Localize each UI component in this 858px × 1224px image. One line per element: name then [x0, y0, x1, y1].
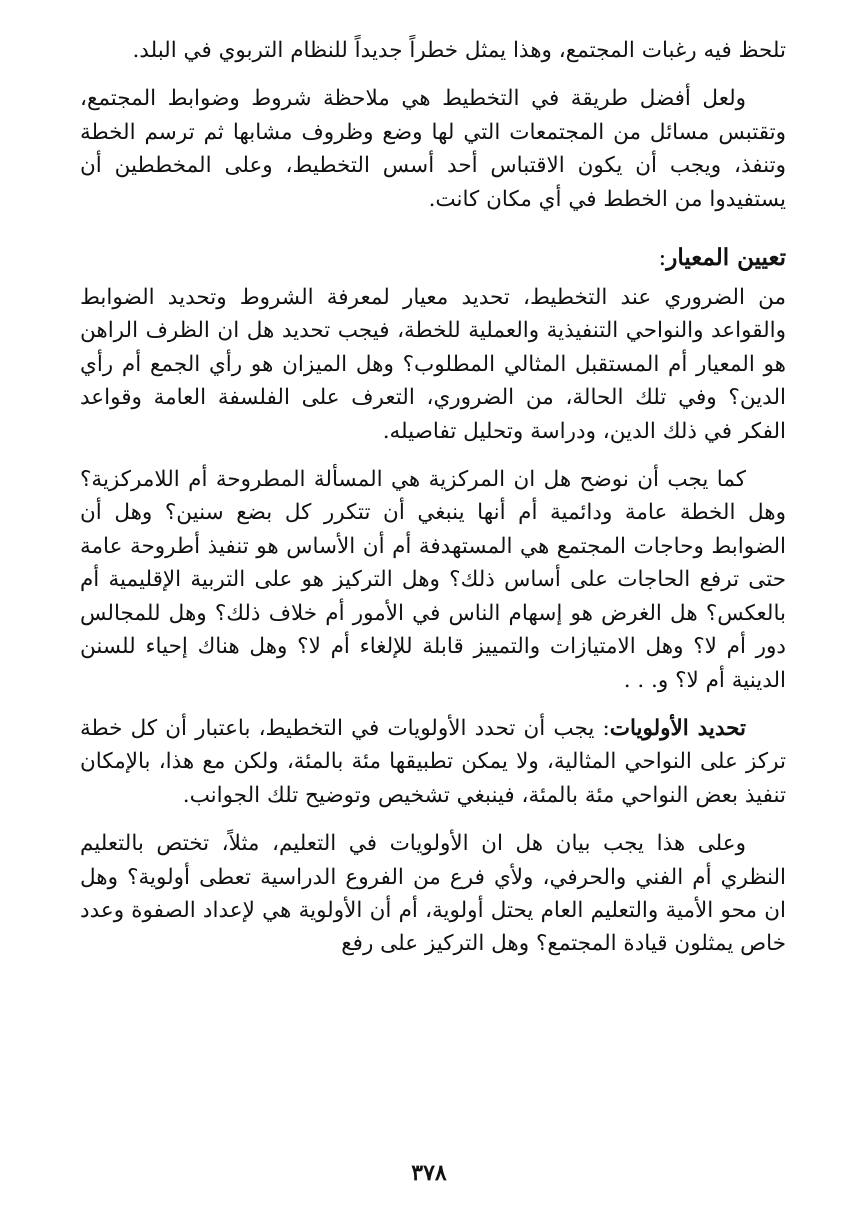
page-number: ٣٧٨ [411, 1160, 447, 1186]
priorities-lead: تحديد الأولويات [609, 715, 746, 741]
paragraph-criterion: من الضروري عند التخطيط، تحديد معيار لمعرفة الشروط وتحديد الضوابط والقواعد والنواحي التنفيذية والعملية للخطة، فيجب تحديد هل ان الظرف الراهن هو المعيار أم المستقبل المثالي المطلوب؟ وهل الميزان هو رأي الجمع أم رأي الدين؟ وفي تلك الحالة، من الضروري، التعرف على الفلسفة العامة وقواعد الفكر في ذلك الدين، ودراسة وتحليل تفاصيله. [80, 285, 786, 444]
section-heading [80, 239, 786, 277]
paragraph-centralization: كما يجب أن نوضح هل ان المركزية هي المسألة المطروحة أم اللامركزية؟ وهل الخطة عامة ودائمية أم أنها ينبغي أن تتكرر كل بضع سنين؟ وهل أن الضوابط وحاجات المجتمع هي المستهدفة أم أن الأساس هو تنفيذ أطروحة عامة حتى ترفع الحاجات على أساس ذلك؟ وهل التركيز هو على التربية الإقليمية أم بالعكس؟ هل الغرض هو إسهام الناس في الأمور أم خلاف ذلك؟ وهل للمجالس دور أم لا؟ وهل الامتيازات والتمييز قابلة للإلغاء أم لا؟ وهل هناك إحياء للسنن الدينية أم لا؟ و. . . [80, 467, 786, 693]
priorities-body: : يجب أن تحدد الأولويات في التخطيط، باعتبار أن كل خطة تركز على النواحي المثالية، ولا يمكن تطبيقها مئة بالمئة، ولكن مع هذا، بالإمكان تنفيذ بعض النواحي مئة بالمئة، فينبغي تشخيص وتوضيح تلك الجوانب. [80, 715, 786, 808]
paragraph-priorities [80, 712, 786, 812]
paragraph-continuation: تلحظ فيه رغبات المجتمع، وهذا يمثل خطراً جديداً للنظام التربوي في البلد. [132, 38, 786, 63]
page-body [80, 34, 786, 961]
section-heading-title: تعيين المعيار [666, 244, 786, 272]
section-heading-colon: : [658, 245, 667, 272]
paragraph-education-priorities: وعلى هذا يجب بيان هل ان الأولويات في التعليم، مثلاً، تختص بالتعليم النظري أم الفني والحرفي، ولأي فرع من الفروع الدراسية تعطى أولوية؟ وهل ان محو الأمية والتعليم العام يحتل أولوية، أم أن الأولوية هي لإعداد الصفوة وعدد خاص يمثلون قيادة المجتمع؟ وهل التركيز على رفع [80, 831, 786, 957]
paragraph-best-planning: ولعل أفضل طريقة في التخطيط هي ملاحظة شروط وضوابط المجتمع، وتقتبس مسائل من المجتمعات التي لها وضع وظروف مشابها ثم ترسم الخطة وتنفذ، ويجب أن يكون الاقتباس أحد أسس التخطيط، وعلى المخططين أن يستفيدوا من الخطط في أي مكان كانت. [80, 86, 786, 212]
